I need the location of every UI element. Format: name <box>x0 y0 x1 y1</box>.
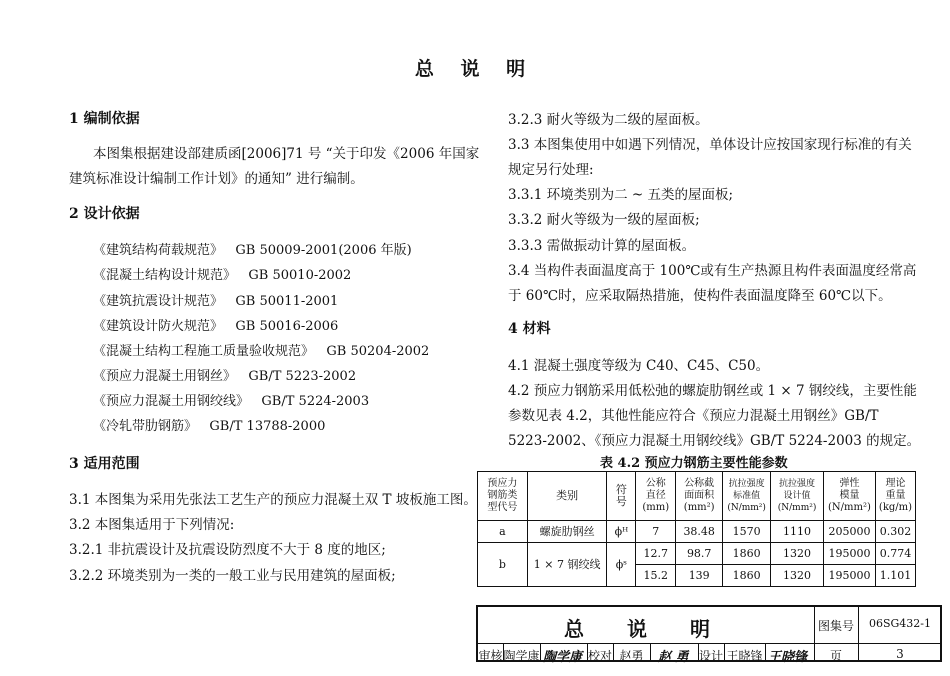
cell-fpy: 1110 <box>771 521 824 543</box>
right-line: 3.3 本图集使用中如遇下列情况，单体设计应按国家现行标准的有关 <box>508 137 912 153</box>
right-line: 3.3.1 环境类别为二 ~ 五类的屋面板; <box>508 187 734 203</box>
cell-type: 螺旋肋钢丝 <box>527 521 607 543</box>
cell-fptk: 1860 <box>723 565 771 587</box>
reviewer-signature: 陶学康 <box>543 650 583 665</box>
right-line: 3.3.3 需做振动计算的屋面板。 <box>508 238 696 254</box>
header-code: 预应力 钢筋类 型代号 <box>478 472 528 521</box>
cell-diameter: 15.2 <box>636 565 676 587</box>
atlas-number: 06SG432-1 <box>868 617 932 630</box>
standard-code: GB 50009-2001(2006 年版) <box>235 243 412 258</box>
standard-code: GB/T 5224-2003 <box>261 394 370 409</box>
right-line: 3.3.2 耐火等级为一级的屋面板; <box>508 212 700 228</box>
standard-name: 《混凝土结构工程施工质量验收规范》 <box>93 344 315 359</box>
cell-symbol: ϕˢ <box>607 543 636 587</box>
cell-fpy: 1320 <box>771 565 824 587</box>
section-3-heading: 3 适用范围 <box>69 456 140 472</box>
title-block-divider <box>540 643 541 660</box>
right-line: 规定另行处理: <box>508 162 594 178</box>
check-label: 校对 <box>587 649 612 663</box>
designer-signature: 王晓锋 <box>768 650 808 665</box>
cell-weight: 1.101 <box>875 565 915 587</box>
standard-item <box>93 340 429 359</box>
cell-modulus: 195000 <box>824 543 876 565</box>
standard-name: 《预应力混凝土用钢绞线》 <box>93 394 250 409</box>
page-title: 总 说 明 <box>414 58 536 80</box>
cell-modulus: 195000 <box>824 565 876 587</box>
cell-diameter: 12.7 <box>636 543 676 565</box>
header-type: 类别 <box>527 472 607 521</box>
cell-weight: 0.302 <box>875 521 915 543</box>
standard-item <box>93 365 356 384</box>
title-block-title: 总 说 明 <box>564 617 728 641</box>
section-4-heading: 4 材料 <box>508 321 551 337</box>
section-3-line: 3.2.1 非抗震设计及抗震设防烈度不大于 8 度的地区; <box>69 542 386 558</box>
standard-code: GB 50011-2001 <box>235 294 339 309</box>
standard-item <box>93 239 412 258</box>
standard-item <box>93 290 338 309</box>
standard-name: 《建筑结构荷载规范》 <box>93 243 224 258</box>
section-3-line: 3.2 本图集适用于下列情况: <box>69 517 235 533</box>
standard-item <box>93 415 325 434</box>
designer-name: 王晓锋 <box>726 649 763 663</box>
reviewer-name: 陶学康 <box>503 649 540 663</box>
standard-item <box>93 264 351 283</box>
section-4-line: 5223-2002、《预应力混凝土用钢绞线》GB/T 5224-2003 的规定。 <box>508 433 921 449</box>
standard-name: 《冷轧带肋钢筋》 <box>93 419 198 434</box>
standard-name: 《建筑设计防火规范》 <box>93 319 224 334</box>
cell-code: a <box>478 521 528 543</box>
performance-table <box>477 471 916 587</box>
review-label: 审核 <box>478 649 503 663</box>
section-4-line: 参数见表 4.2，其他性能应符合《预应力混凝土用钢丝》GB/T <box>508 408 879 424</box>
section-4-line: 4.1 混凝土强度等级为 C40、C45、C50。 <box>508 358 770 374</box>
standard-code: GB 50010-2002 <box>248 268 352 283</box>
standard-item <box>93 315 338 334</box>
standard-code: GB 50204-2002 <box>326 344 430 359</box>
section-1-para-line1: 本图集根据建设部建质函[2006]71 号 “关于印发《2006 年国家 <box>93 146 480 162</box>
table-caption: 表 4.2 预应力钢筋主要性能参数 <box>600 456 788 471</box>
right-line: 3.2.3 耐火等级为二级的屋面板。 <box>508 112 709 128</box>
section-1-heading: 1 编制依据 <box>69 111 140 127</box>
table-header-row <box>478 472 916 521</box>
standard-name: 《预应力混凝土用钢丝》 <box>93 369 237 384</box>
title-block <box>476 605 942 665</box>
page-label: 页 <box>829 649 842 663</box>
standard-code: GB 50016-2006 <box>235 319 339 334</box>
cell-area: 38.48 <box>676 521 723 543</box>
standard-name: 《混凝土结构设计规范》 <box>93 268 237 283</box>
cell-fpy: 1320 <box>771 543 824 565</box>
checker-signature: 赵 勇 <box>658 650 689 665</box>
cell-code: b <box>478 543 528 587</box>
title-block-divider <box>765 643 766 660</box>
header-diameter: 公称 直径 (mm) <box>636 472 676 521</box>
header-modulus: 弹性 模量 (N/mm²) <box>824 472 876 521</box>
standard-name: 《建筑抗震设计规范》 <box>93 294 224 309</box>
cell-fptk: 1860 <box>723 543 771 565</box>
cell-weight: 0.774 <box>875 543 915 565</box>
section-2-heading: 2 设计依据 <box>69 206 140 222</box>
checker-name: 赵勇 <box>619 649 644 663</box>
right-line: 3.4 当构件表面温度高于 100℃或有生产热源且构件表面温度经常高 <box>508 263 917 279</box>
standard-item <box>93 390 369 409</box>
standard-code: GB/T 5223-2002 <box>248 369 357 384</box>
standard-code: GB/T 13788-2000 <box>209 419 326 434</box>
cell-diameter: 7 <box>636 521 676 543</box>
cell-modulus: 205000 <box>824 521 876 543</box>
page-number: 3 <box>896 647 904 661</box>
right-line: 于 60℃时，应采取隔热措施，使构件表面温度降至 60℃以下。 <box>508 288 892 304</box>
table-row <box>478 543 916 565</box>
header-area: 公称截 面面积 (mm²) <box>676 472 723 521</box>
header-fpy: 抗拉强度 设计值 (N/mm²) <box>771 472 824 521</box>
section-3-line: 3.2.2 环境类别为一类的一般工业与民用建筑的屋面板; <box>69 568 396 584</box>
table-row <box>478 521 916 543</box>
header-weight: 理论 重量 (kg/m) <box>875 472 915 521</box>
cell-type: 1 × 7 钢绞线 <box>527 543 607 587</box>
header-symbol: 符 号 <box>607 472 636 521</box>
cell-area: 98.7 <box>676 543 723 565</box>
title-block-divider <box>650 643 651 660</box>
atlas-label: 图集号 <box>817 619 854 633</box>
title-block-divider <box>478 643 940 644</box>
design-label: 设计 <box>698 649 723 663</box>
cell-fptk: 1570 <box>723 521 771 543</box>
cell-area: 139 <box>676 565 723 587</box>
section-4-line: 4.2 预应力钢筋采用低松弛的螺旋肋钢丝或 1 × 7 钢绞线，主要性能 <box>508 383 917 399</box>
section-1-para-line2: 建筑标准设计编制工作计划》的通知” 进行编制。 <box>69 171 364 187</box>
section-3-line: 3.1 本图集为采用先张法工艺生产的预应力混凝土双 T 坡板施工图。 <box>69 492 477 508</box>
header-fptk: 抗拉强度 标准值 (N/mm²) <box>723 472 771 521</box>
cell-symbol: ϕᴴ <box>607 521 636 543</box>
